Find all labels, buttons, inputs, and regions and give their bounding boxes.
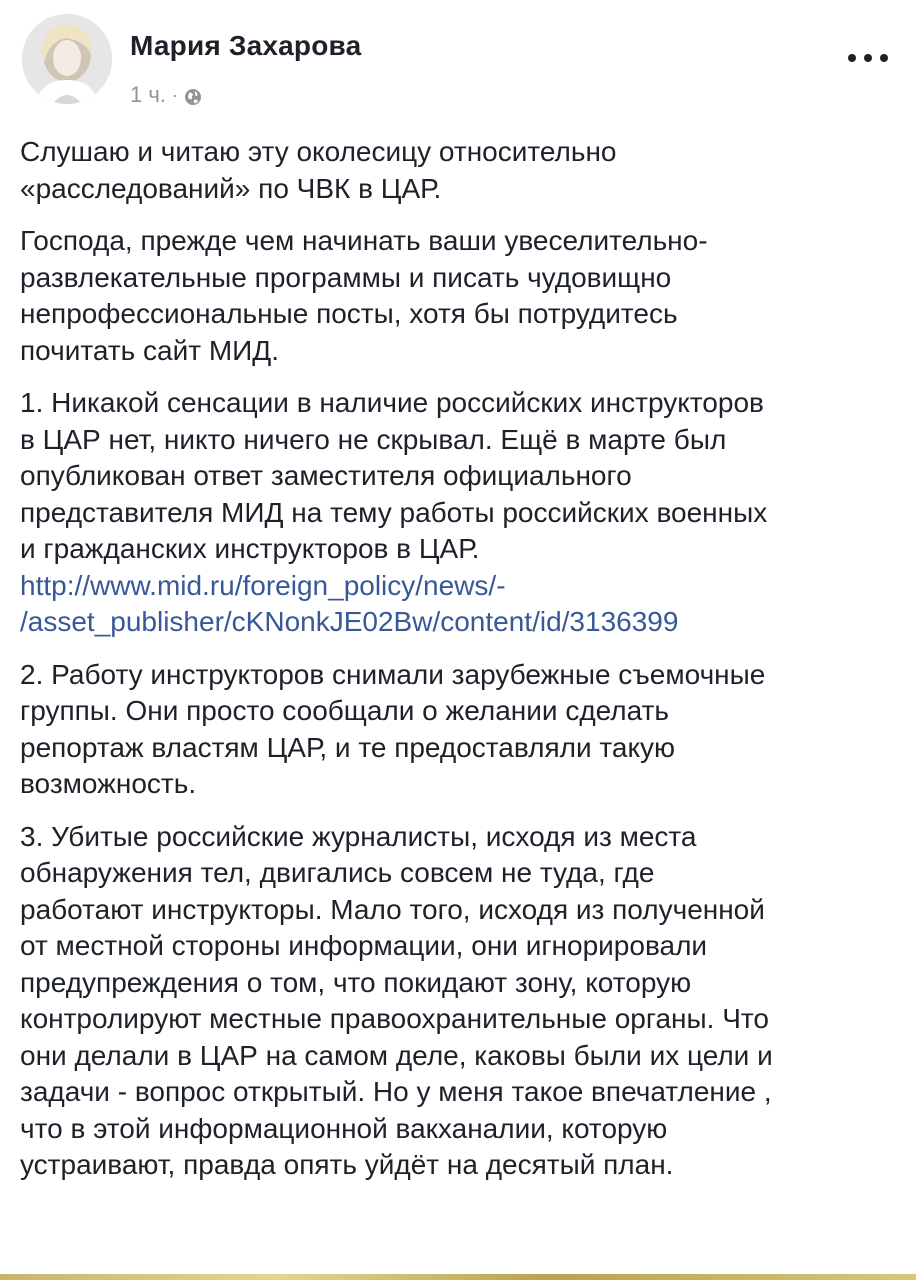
more-dot bbox=[848, 54, 856, 62]
paragraph-intro: Слушаю и читаю эту околесицу относительно «расследований» по ЧВК в ЦАР. bbox=[20, 136, 617, 204]
paragraph-gentlemen: Господа, прежде чем начинать ваши увеселительно- развлекательные программы и писать чудовищно непрофессиональные посты, хотя бы потрудитесь почитать сайт МИД. bbox=[20, 225, 708, 366]
author-name[interactable]: Мария Захарова bbox=[130, 30, 362, 61]
paragraph-point-2: 2. Работу инструкторов снимали зарубежные съемочные группы. Они просто сообщали о желании сделать репортаж властям ЦАР, и те предоставляли такую возможность. bbox=[20, 658, 766, 799]
avatar[interactable] bbox=[22, 14, 112, 104]
more-dot bbox=[864, 54, 872, 62]
profile-photo-icon bbox=[22, 14, 112, 104]
mid-link[interactable]: http://www.mid.ru/foreign_policy/news/- /asset_publisher/cKNonkJE02Bw/content/id/3136399 bbox=[20, 569, 679, 637]
paragraph-point-3: 3. Убитые российские журналисты, исходя из места обнаружения тел, двигались совсем не туда, где работают инструкторы. Мало того, исходя из полученной от местной стороны информации, они игнорировали предупреждения о том, что покидают зону, которую контролируют местные правоохранительные органы. Что они делали в ЦАР на самом деле, каковы были их цели и задачи - вопрос открытый. Но у меня такое впечатление , что в этой информационной вакханалии, которую устраивают, правда опять уйдёт на десятый план. bbox=[20, 820, 773, 1180]
post-meta bbox=[130, 82, 202, 108]
globe-icon bbox=[184, 86, 202, 104]
post-header bbox=[22, 14, 894, 108]
paragraph-point-1 bbox=[20, 385, 900, 641]
point-1-text: 1. Никакой сенсации в наличие российских инструкторов в ЦАР нет, никто ничего не скрывал. Ещё в марте был опубликован ответ заместителя официального представителя МИД на тему работы российских военных и гражданских инструкторов в ЦАР. bbox=[20, 387, 768, 564]
more-dot bbox=[880, 54, 888, 62]
post-body bbox=[20, 134, 900, 1200]
post-time[interactable]: 1 ч. bbox=[130, 82, 166, 107]
more-horizontal-icon[interactable] bbox=[848, 48, 888, 68]
attached-photo-edge[interactable] bbox=[0, 1274, 916, 1280]
meta-separator: · bbox=[171, 84, 178, 105]
